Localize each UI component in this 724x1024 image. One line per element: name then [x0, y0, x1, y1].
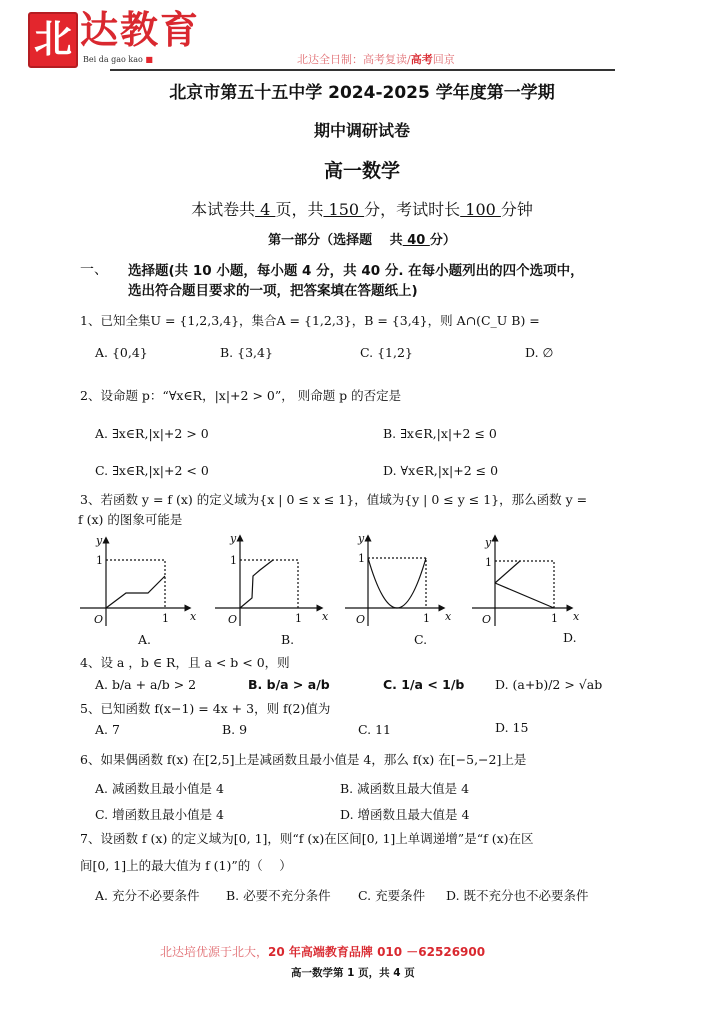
q5-option-c: C. 11 — [358, 722, 391, 737]
section-instructions-1: 选择题(共 10 小题，每小题 4 分，共 40 分. 在每小题列出的四个选项中， — [128, 263, 584, 279]
axis-x-label: x — [190, 610, 197, 623]
q1-option-c: C. {1,2} — [360, 345, 413, 360]
q4-option-c: C. 1/a < 1/b — [383, 677, 465, 692]
question-3-stem-2: f (x) 的图象可能是 — [78, 512, 183, 527]
info-text: 页，共 — [275, 200, 324, 219]
question-3-stem-1: 3、若函数 y = f (x) 的定义域为{x | 0 ≤ x ≤ 1}，值域为{y | 0 ≤ y ≤ 1}，那么函数 y = — [80, 492, 588, 507]
axis-origin-label: O — [482, 613, 492, 626]
graph-axis-labels — [94, 532, 580, 626]
axis-x-label: x — [445, 610, 452, 623]
axis-origin-label: O — [356, 613, 366, 626]
info-text: 分钟 — [500, 200, 533, 219]
q3-graphs — [70, 528, 640, 628]
logo-pinyin-text: Bei da gao kao — [83, 55, 143, 64]
q2-option-c: C. ∃x∈R,|x|+2 < 0 — [95, 463, 209, 478]
info-score: 150 — [323, 200, 365, 219]
axis-one-label: 1 — [230, 554, 237, 567]
q2-option-b: B. ∃x∈R,|x|+2 ≤ 0 — [383, 426, 497, 441]
axis-one-label: 1 — [162, 612, 169, 625]
q6-option-b: B. 减函数且最大值是 4 — [340, 781, 470, 796]
question-7-stem-2: 间[0, 1]上的最大值为 f (1)”的（ ） — [80, 858, 292, 873]
part-score: 40 — [402, 233, 430, 248]
axis-y-label: y — [230, 532, 237, 545]
exam-info — [0, 197, 724, 220]
slogan-highlight: 高考 — [410, 53, 433, 66]
q7-option-a: A. 充分不必要条件 — [95, 888, 200, 903]
section-instructions-2: 选出符合题目要求的一项，把答案填在答题纸上) — [128, 283, 418, 299]
exam-title: 北京市第五十五中学 2024-2025 学年度第一学期 — [169, 83, 555, 103]
section-number: 一、 — [80, 262, 108, 278]
logo: 北 — [28, 12, 78, 68]
q3-option-c: C. — [414, 632, 428, 647]
question-4-stem: 4、设 a ，b ∈ R，且 a < b < 0，则 — [80, 655, 290, 670]
axis-one-label: 1 — [96, 554, 103, 567]
q5-option-d: D. 15 — [495, 720, 529, 735]
q6-option-d: D. 增函数且最大值是 4 — [340, 807, 470, 822]
q6-option-c: C. 增函数且最小值是 4 — [95, 807, 224, 822]
page-number: 高一数学第 1 页，共 4 页 — [291, 967, 415, 979]
logo-pinyin: Bei da gao kao ■ — [83, 55, 153, 64]
q1-option-b: B. {3,4} — [220, 345, 273, 360]
footer-ad-text: 北达培优源于北大， — [160, 945, 269, 959]
axis-one-label: 1 — [295, 612, 302, 625]
header-divider — [110, 69, 615, 71]
info-pages: 4 — [255, 200, 276, 219]
q4-option-b: B. b/a > a/b — [248, 677, 330, 692]
axis-x-label: x — [573, 610, 580, 623]
subject-title: 高一数学 — [323, 160, 400, 182]
exam-subtitle: 期中调研试卷 — [313, 121, 410, 140]
q5-option-a: A. 7 — [95, 722, 120, 737]
logo-text: 达教育 — [80, 7, 201, 52]
axis-one-label: 1 — [423, 612, 430, 625]
axis-x-label: x — [322, 610, 329, 623]
axis-origin-label: O — [94, 613, 104, 626]
q3-option-b: B. — [281, 632, 295, 647]
question-5-stem: 5、已知函数 f(x−1) = 4x + 3，则 f(2)值为 — [80, 701, 331, 716]
axis-y-label: y — [358, 532, 365, 545]
part-text: 第一部分（选择题 共 — [268, 233, 403, 248]
footer-ad-phone: 20 年高端教育品牌 010 －62526900 — [268, 945, 486, 959]
axis-one-label: 1 — [358, 552, 365, 565]
axis-y-label: y — [485, 536, 492, 549]
q1-option-a: A. {0,4} — [95, 345, 148, 360]
q4-option-a: A. b/a + a/b > 2 — [95, 677, 197, 692]
info-time: 100 — [460, 200, 501, 219]
info-text: 分，考试时长 — [364, 200, 461, 219]
header-slogan — [297, 53, 455, 67]
footer-ad — [160, 944, 485, 960]
info-text: 本试卷共 — [191, 200, 256, 219]
q2-option-d: D. ∀x∈R,|x|+2 ≤ 0 — [383, 463, 499, 478]
axis-one-label: 1 — [485, 556, 492, 569]
q7-option-d: D. 既不充分也不必要条件 — [446, 888, 589, 903]
q3-option-a: A. — [138, 632, 152, 647]
q4-option-d: D. (a+b)/2 > √ab — [495, 677, 603, 692]
q7-option-b: B. 必要不充分条件 — [226, 888, 331, 903]
q7-option-c: C. 充要条件 — [358, 888, 426, 903]
q3-option-d: D. — [563, 630, 577, 645]
question-6-stem: 6、如果偶函数 f(x) 在[2,5]上是减函数且最小值是 4，那么 f(x) 在[−5,−2]上是 — [80, 752, 527, 767]
question-1-stem: 1、已知全集U = {1,2,3,4}，集合A = {1,2,3}，B = {3,4}，则 A∩(C_U B) = — [80, 313, 540, 328]
question-2-stem: 2、设命题 p：“∀x∈R，|x|+2 > 0”， 则命题 p 的否定是 — [80, 388, 402, 403]
q1-option-d: D. ∅ — [525, 345, 554, 360]
part-heading — [0, 229, 724, 248]
q5-option-b: B. 9 — [222, 722, 248, 737]
axis-one-label: 1 — [551, 612, 558, 625]
slogan-part: 回京 — [432, 53, 455, 66]
part-text: 分） — [429, 233, 456, 248]
slogan-part: 北达全日制：高考复读/ — [297, 53, 411, 66]
q2-option-a: A. ∃x∈R,|x|+2 > 0 — [95, 426, 209, 441]
axis-y-label: y — [96, 534, 103, 547]
q6-option-a: A. 减函数且最小值是 4 — [95, 781, 224, 796]
question-7-stem-1: 7、设函数 f (x) 的定义域为[0, 1]，则“f (x)在区间[0, 1]上单调递增”是“f (x)在区 — [80, 831, 534, 846]
axis-origin-label: O — [228, 613, 238, 626]
